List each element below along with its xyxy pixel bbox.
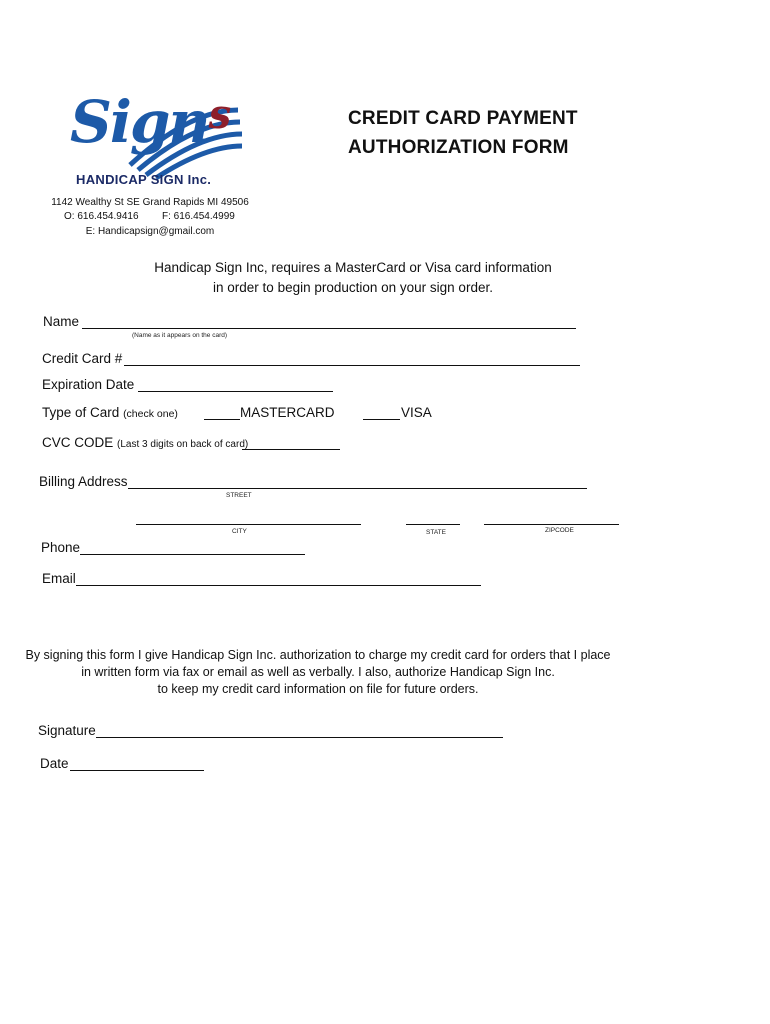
card-type-label <box>42 405 178 420</box>
logo-wordmark-text: Sign$^s$ <box>70 88 230 156</box>
street-caption: STREET <box>226 492 252 499</box>
signature-field[interactable] <box>96 737 503 738</box>
logo-company-name: HANDICAP SIGN Inc. <box>76 172 212 187</box>
billing-address-label: Billing Address <box>39 474 128 489</box>
contact-address: 1142 Wealthy St SE Grand Rapids MI 49506 <box>51 197 249 208</box>
contact-fax: F: 616.454.4999 <box>162 211 235 222</box>
form-title-line2: AUTHORIZATION FORM <box>348 137 569 158</box>
name-hint: (Name as it appears on the card) <box>132 332 228 339</box>
card-type-hint: (check one) <box>123 408 178 420</box>
credit-card-field[interactable] <box>124 365 580 366</box>
mastercard-checkbox[interactable] <box>204 419 240 420</box>
authorization-line3: to keep my credit card information on file for future orders. <box>157 682 479 696</box>
phone-label: Phone <box>41 540 81 555</box>
form-title <box>348 104 578 162</box>
date-field[interactable] <box>70 770 204 771</box>
state-caption: STATE <box>426 529 446 536</box>
name-field[interactable] <box>82 328 576 329</box>
card-type-label-text: Type of Card <box>42 405 120 420</box>
mastercard-label: MASTERCARD <box>240 405 335 420</box>
form-title-line1: CREDIT CARD PAYMENT <box>348 108 578 129</box>
email-field[interactable] <box>76 585 481 586</box>
visa-label: VISA <box>401 405 432 420</box>
billing-zip-field[interactable] <box>484 524 619 525</box>
contact-email: E: Handicapsign@gmail.com <box>85 226 215 237</box>
name-label: Name <box>43 314 80 329</box>
expiration-label: Expiration Date <box>42 377 135 392</box>
authorization-text <box>20 647 616 698</box>
authorization-line1: By signing this form I give Handicap Sign Inc. authorization to charge my credit card for orders that I place <box>25 648 611 662</box>
billing-state-field[interactable] <box>406 524 460 525</box>
billing-city-field[interactable] <box>136 524 361 525</box>
date-label: Date <box>40 756 69 771</box>
visa-checkbox[interactable] <box>363 419 400 420</box>
email-label: Email <box>42 571 76 586</box>
intro-text <box>100 258 606 298</box>
billing-street-field[interactable] <box>128 488 587 489</box>
expiration-field[interactable] <box>138 391 333 392</box>
city-caption: CITY <box>232 528 247 535</box>
authorization-line2: in written form via fax or email as well as verbally. I also, authorize Handicap Sign Inc. <box>81 665 555 679</box>
contact-office-phone: O: 616.454.9416 <box>64 211 139 222</box>
intro-line1: Handicap Sign Inc, requires a MasterCard or Visa card information <box>154 260 552 275</box>
company-logo <box>60 70 250 190</box>
signature-label: Signature <box>38 723 96 738</box>
cvc-label-text: CVC CODE <box>42 435 114 450</box>
credit-card-label: Credit Card # <box>42 351 123 366</box>
intro-line2: in order to begin production on your sign order. <box>213 280 493 295</box>
zip-caption: ZIPCODE <box>545 527 574 534</box>
phone-field[interactable] <box>80 554 305 555</box>
cvc-field[interactable] <box>242 449 340 450</box>
cvc-label <box>42 435 248 450</box>
cvc-hint: (Last 3 digits on back of card) <box>117 439 249 450</box>
